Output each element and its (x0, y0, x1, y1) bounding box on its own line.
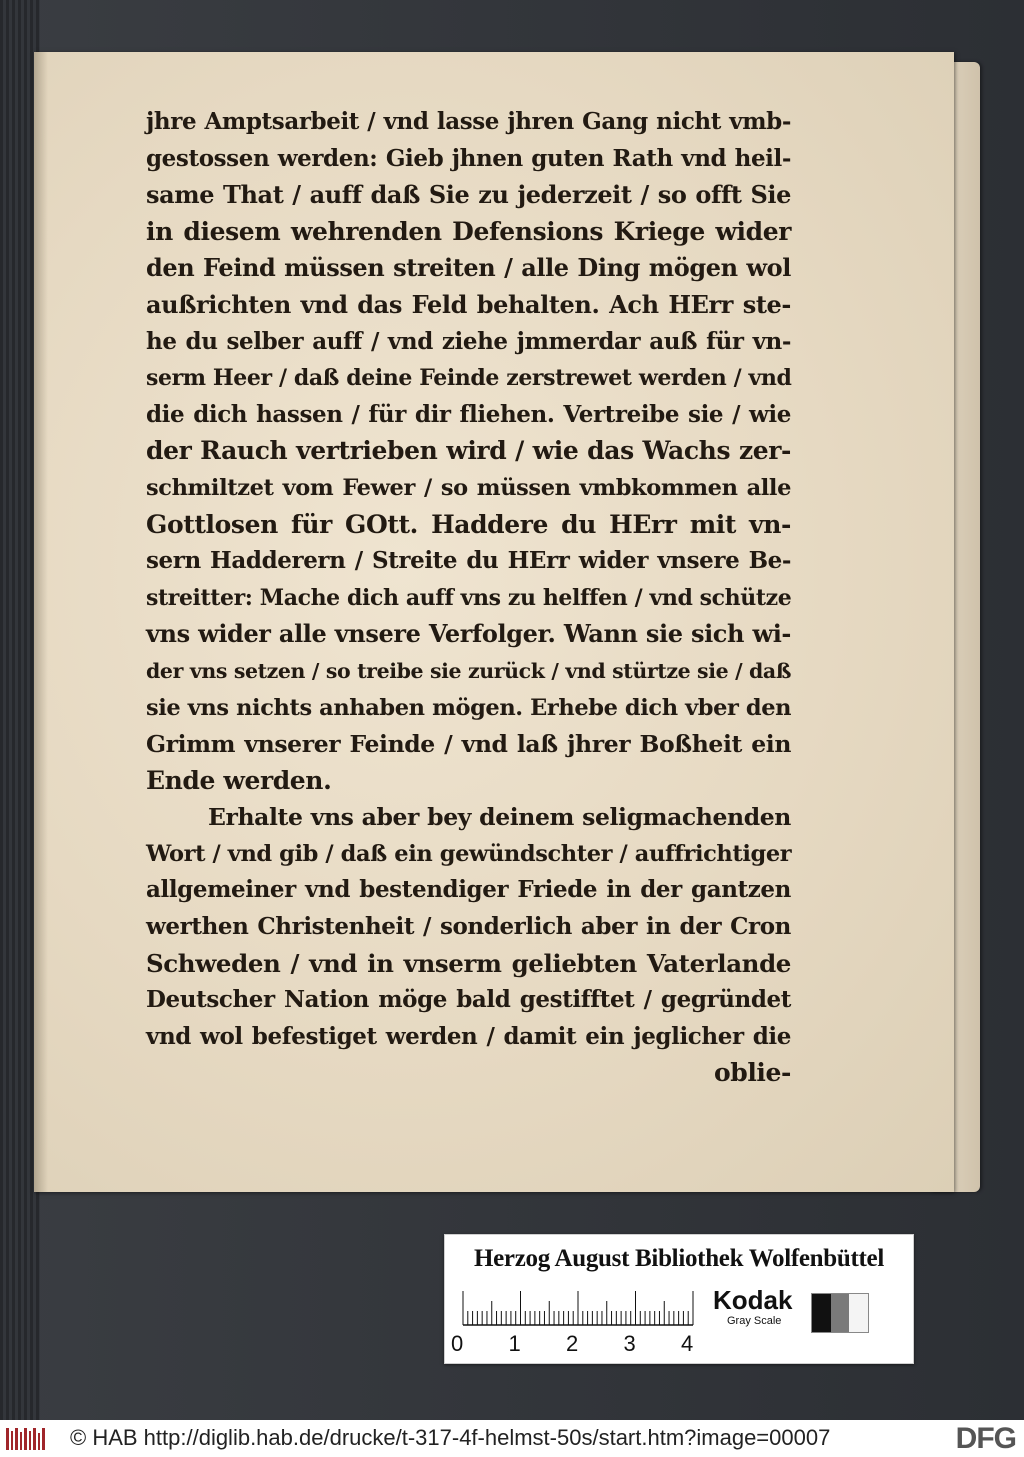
text-line: allgemeiner vnd bestendiger Friede in der gantzen (146, 876, 791, 904)
text-line: sern Hadderern / Streite du HErr wider vnsere Be- (146, 547, 791, 575)
text-line: Gottlosen für GOtt. Haddere du HErr mit vn- (146, 509, 791, 539)
text-line: streitter: Mache dich auff vns zu helffen / vnd schütze (146, 584, 792, 611)
kodak-logo: Kodak (713, 1285, 793, 1315)
text-line: werthen Christenheit / sonderlich aber in der Cron (146, 913, 791, 941)
text-line: Wort / vnd gib / daß ein gewündschter / auffrichtiger (146, 840, 792, 867)
source-url[interactable]: © HAB http://diglib.hab.de/drucke/t-317-4f-helmst-50s/start.htm?image=00007 (70, 1425, 831, 1450)
ruler-number: 2 (566, 1331, 579, 1356)
text-line: Ende werden. (146, 765, 332, 795)
hab-barcode-icon (6, 1428, 46, 1450)
gray-patch-black (812, 1294, 831, 1332)
text-line: der vns setzen / so treibe sie zurück / vnd stürtze sie / daß (146, 658, 791, 683)
ruler-number: 4 (681, 1331, 694, 1356)
ruler-number: 3 (623, 1331, 636, 1356)
text-line: jhre Amptsarbeit / vnd lasse jhren Gang nicht vmb- (146, 108, 791, 135)
gray-scale-label: Gray Scale (727, 1315, 782, 1327)
gray-patch-white (849, 1294, 868, 1332)
page-text-block (146, 104, 791, 1092)
text-line: der Rauch vertrieben wird / wie das Wachs zer- (146, 436, 791, 466)
page-gutter-shadow (34, 52, 48, 1192)
footer-bar (0, 1420, 1024, 1457)
text-line: in diesem wehrenden Defensions Kriege wider (146, 216, 791, 246)
text-line: die dich hassen / für dir fliehen. Vertreibe sie / wie (146, 400, 791, 428)
ruler-number: 1 (508, 1331, 521, 1356)
text-line: Schweden / vnd in vnserm geliebten Vaterlande (146, 948, 791, 978)
ruler-scale (457, 1287, 695, 1327)
text-line: den Feind müssen streiten / alle Ding mögen wol (146, 253, 791, 283)
text-line: gestossen werden: Gieb jhnen guten Rath vnd heil- (146, 144, 791, 172)
gray-scale-patches (811, 1293, 869, 1333)
gray-patch-mid (831, 1294, 850, 1332)
text-line: schmiltzet vom Fewer / so müssen vmbkommen alle (146, 474, 791, 501)
dfg-logo: DFG (952, 1422, 1016, 1456)
text-line: Erhalte vns aber bey deinem seligmachenden (208, 803, 791, 832)
text-line: Grimm vnserer Feinde / vnd laß jhrer Boßheit ein (146, 730, 791, 759)
text-line: sie vns nichts anhaben mögen. Erhebe dich vber den (146, 694, 792, 721)
text-line: vns wider alle vnsere Verfolger. Wann sie sich wi- (146, 619, 791, 649)
library-name: Herzog August Bibliothek Wolfenbüttel (473, 1245, 884, 1272)
text-line: same That / auff daß Sie zu jederzeit / so offt Sie (146, 180, 791, 210)
ruler-number: 0 (451, 1331, 464, 1356)
ruler-numbers (449, 1331, 699, 1357)
text-line: außrichten vnd das Feld behalten. Ach HErr ste- (146, 289, 791, 319)
color-target-card (444, 1234, 914, 1364)
text-line: he du selber auff / vnd ziehe jmmerdar auß für vn- (146, 327, 791, 355)
text-line: vnd wol befestiget werden / damit ein jeglicher die (146, 1022, 791, 1050)
catchword: oblie- (713, 1058, 791, 1088)
text-line: Deutscher Nation möge bald gestifftet / gegründet (146, 986, 791, 1014)
text-line: serm Heer / daß deine Feinde zerstrewet werden / vnd (146, 365, 792, 392)
